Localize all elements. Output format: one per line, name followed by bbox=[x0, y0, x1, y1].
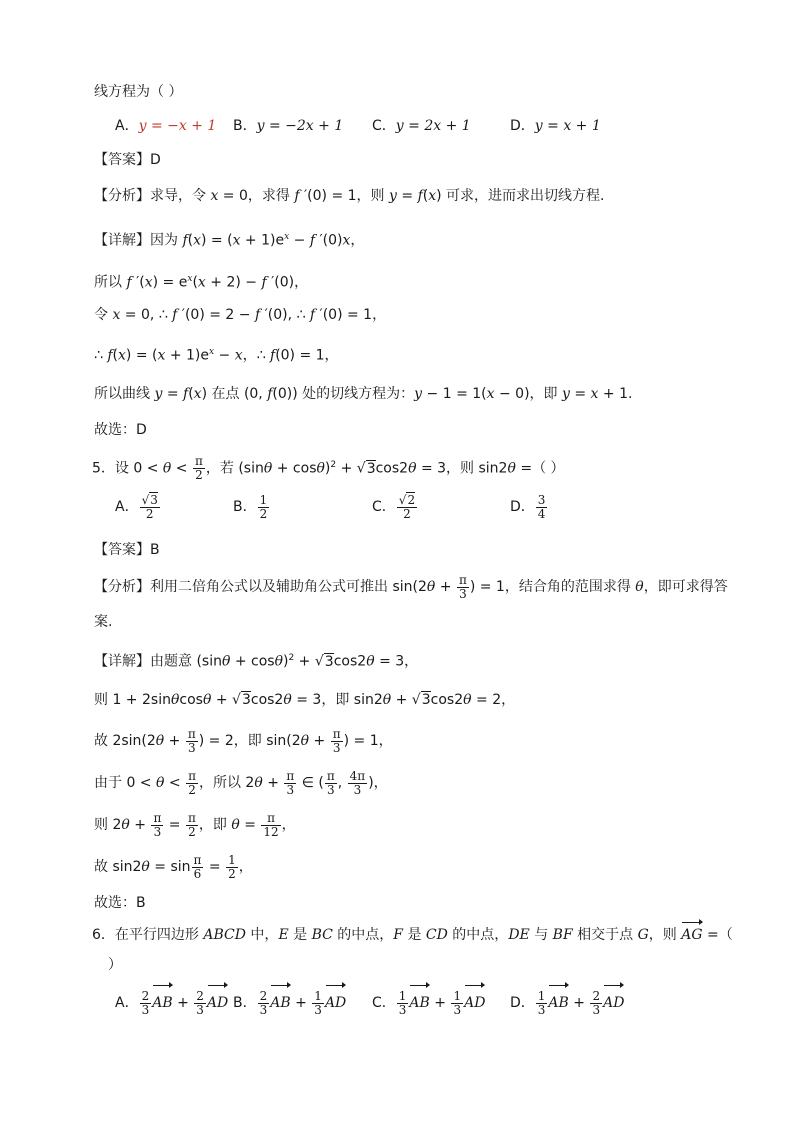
q4-option-b[interactable]: B．y = −2x + 1 bbox=[233, 118, 344, 134]
q6-stem: 6．在平行四边形 ABCD 中，E 是 BC 的中点，F 是 CD 的中点，DE 与 BF 相交于点 G，则 AG =（ bbox=[92, 927, 733, 943]
q5-option-c[interactable]: C． $\frac{√2}{2}$ bbox=[372, 492, 416, 521]
q4-analysis: 【分析】求导，令 x = 0，求得 f ′(0) = 1，则 y = f(x) 可求，进而求出切线方程. bbox=[94, 188, 605, 204]
q6-option-b[interactable]: B． $\frac{2}{3}$ AB + $\frac{1}{3}$ AD bbox=[233, 988, 347, 1017]
q5-conclusion: 故选：B bbox=[94, 895, 146, 911]
q4-detail-2: 所以 f $'(x) = e^x(x + 2) - f$ ′(0)， bbox=[94, 274, 309, 291]
q5-analysis: 【分析】利用二倍角公式以及辅助角公式可推出 sin(2θ + $\frac{\pi}{3}$ ) = 1，结合角的范围求得 θ，即可求得答 bbox=[94, 572, 728, 601]
q6-option-d[interactable]: D． $\frac{1}{3}$ AB + $\frac{2}{3}$ AD bbox=[510, 988, 625, 1017]
q6-option-a[interactable]: A． $\frac{2}{3}$ AB + $\frac{2}{3}$ AD bbox=[115, 988, 229, 1017]
q4-conclusion: 故选：D bbox=[94, 422, 147, 438]
q4-option-c[interactable]: C．y = 2x + 1 bbox=[372, 118, 471, 134]
q5-analysis-cont: 案. bbox=[94, 614, 113, 630]
q5-option-a[interactable]: A． $\frac{√3}{2}$ bbox=[115, 492, 158, 521]
q5-stem: 5．设 0 < θ < $\frac{\pi}{2}$ ，若 $(\sin\theta + \cos\theta)^2 + √3\cos 2\theta = 3$，则 sin2θ =（ ） bbox=[92, 454, 565, 483]
q4-detail-1: 【详解】因为 $f(x) = (x + 1)e^x - f$ ′(0)x， bbox=[94, 232, 365, 249]
q5-detail-5: 则 2θ + $\frac{\pi}{3}$ = $\frac{\pi}{2}$ ，即 θ = $\frac{\pi}{12}$ ， bbox=[94, 810, 296, 839]
q5-answer: 【答案】B bbox=[94, 542, 160, 558]
q5-option-d[interactable]: D． $\frac{3}{4}$ bbox=[510, 492, 546, 521]
q5-detail-1: 【详解】由题意 $(\sin\theta + \cos\theta)^2 + √3\cos 2\theta = 3$， bbox=[94, 653, 419, 670]
q4-detail-5: 所以曲线 y = f(x) 在点 (0, f(0)) 处的切线方程为：y − 1 = 1(x − 0)，即 y = x + 1. bbox=[94, 386, 633, 402]
q4-option-a[interactable]: A．y = −x + 1 bbox=[115, 118, 217, 134]
q4-stem-tail: 线方程为（ ） bbox=[94, 84, 183, 100]
q4-answer: 【答案】D bbox=[94, 152, 161, 168]
q6-option-c[interactable]: C． $\frac{1}{3}$ AB + $\frac{1}{3}$ AD bbox=[372, 988, 486, 1017]
q5-detail-6: 故 sin2θ = sin $\frac{\pi}{6}$ = $\frac{1}{2}$ ， bbox=[94, 852, 253, 881]
q5-detail-4: 由于 0 < θ < $\frac{\pi}{2}$ ，所以 2θ + $\frac{\pi}{3}$ ∈ ( $\frac{\pi}{3}$ , $\frac{4\pi}{3}$ )， bbox=[94, 768, 388, 797]
q5-option-b[interactable]: B． $\frac{1}{2}$ bbox=[233, 492, 268, 521]
q4-detail-4: ∴ $f(x) = (x + 1)e^x - x$，∴ f(0) = 1， bbox=[94, 347, 339, 364]
q5-detail-2: 则 1 + 2sinθcosθ + √3cos2θ = 3，即 sin2θ + √3cos2θ = 2， bbox=[94, 692, 516, 708]
q4-option-d[interactable]: D．y = x + 1 bbox=[510, 118, 601, 134]
q6-stem-cont: ） bbox=[108, 957, 122, 973]
q5-detail-3: 故 2sin(2θ + $\frac{\pi}{3}$ ) = 2，即 sin(2θ + $\frac{\pi}{3}$ ) = 1， bbox=[94, 726, 393, 755]
q4-detail-3: 令 x = 0, ∴ f ′(0) = 2 − f ′(0), ∴ f ′(0) = 1， bbox=[94, 307, 387, 323]
